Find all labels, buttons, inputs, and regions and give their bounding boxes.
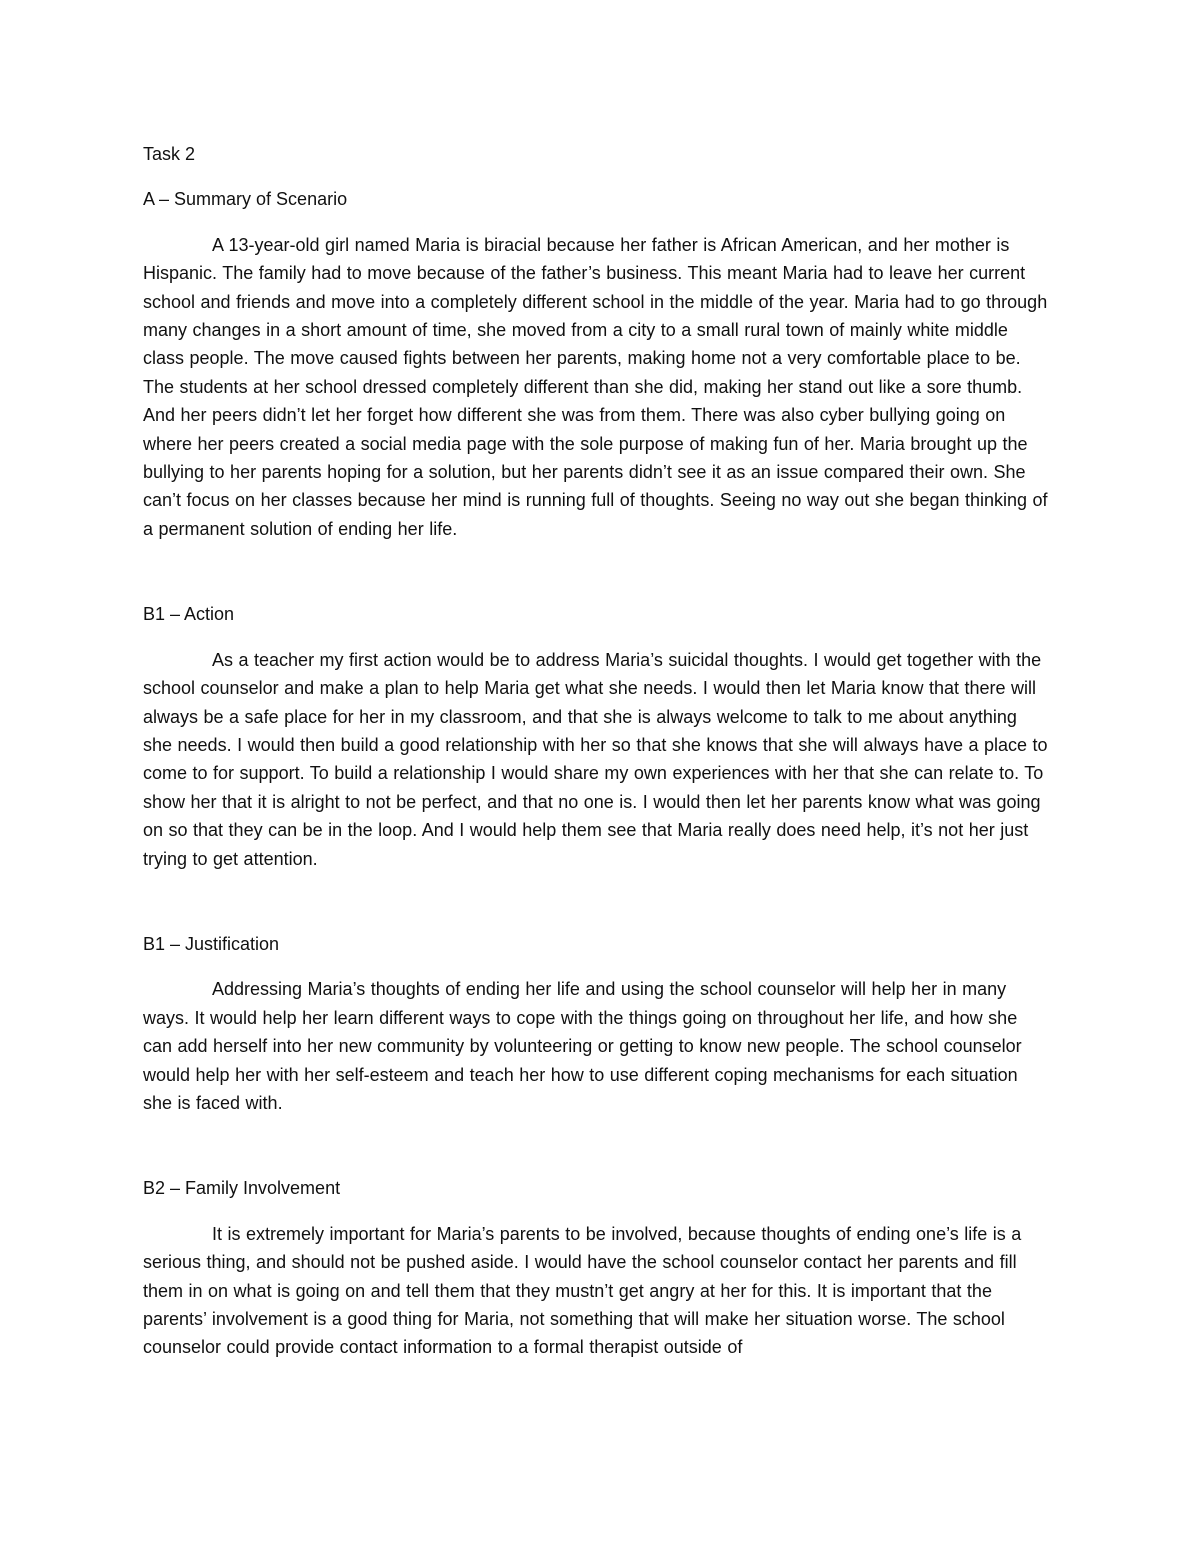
section-paragraph: As a teacher my first action would be to address Maria’s suicidal thoughts. I would get together with the school counselor and make a plan to help Maria get what she needs. I would then let Maria know that there will always be a safe place for her in my classroom, and that she is always welcome to talk to me about anything she needs. I would then build a good relationship with her so that she knows that she will always have a place to come to for support. To build a relationship I would share my own experiences with her that she can relate to. To show her that it is alright to not be perfect, and that no one is. I would then let her parents know what was going on so that they can be in the loop. And I would help them see that Maria really does need help, it’s not her just trying to get attention. [143,649,1048,869]
section-family-involvement [143,1174,1050,1361]
section-paragraph: Addressing Maria’s thoughts of ending her life and using the school counselor will help her in many ways. It would help her learn different ways to cope with the things going on throughout her life, and how she can add herself into her new community by volunteering or getting to know new people. The school counselor would help her with her self-esteem and teach her how to use different coping mechanisms for each situation she is faced with. [143,979,1022,1113]
section-heading: B1 – Action [143,604,235,625]
section-paragraph: It is extremely important for Maria’s parents to be involved, because thoughts of ending one’s life is a serious thing, and should not be pushed aside. I would have the school counselor contact her parents and fill them in on what is going on and tell them that they mustn’t get angry at her for this. It is important that the parents’ involvement is a good thing for Maria, not something that will make her situation worse. The school counselor could provide contact information to a formal therapist outside of [143,1223,1022,1358]
section-paragraph: A 13-year-old girl named Maria is biracial because her father is African American, and her mother is Hispanic. The family had to move because of the father’s business. This meant Maria had to leave her current school and friends and move into a completely different school in the middle of the year. Maria had to go through many changes in a short amount of time, she moved from a city to a small rural town of mainly white middle class people. The move caused fights between her parents, making home not a very comfortable place to be. The students at her school dressed completely different than she did, making her stand out like a sore thumb. And her peers didn’t let her forget how different she was from them. There was also cyber bullying going on where her peers created a social media page with the sole purpose of making fun of her. Maria brought up the bullying to her parents hoping for a solution, but her parents didn’t see it as an issue compared their own. She can’t focus on her classes because her mind is running full of thoughts. Seeing no way out she began thinking of a permanent solution of ending her life. [143,234,1048,539]
section-summary [143,185,1050,543]
section-action [143,600,1050,873]
section-spacer [143,1117,1050,1174]
document-title: Task 2 [143,144,196,164]
section-heading: B1 – Justification [143,933,280,954]
section-spacer [143,873,1050,930]
section-justification [143,930,1050,1117]
section-heading: A – Summary of Scenario [143,189,348,210]
section-heading: B2 – Family Involvement [143,1178,341,1199]
section-spacer [143,543,1050,600]
